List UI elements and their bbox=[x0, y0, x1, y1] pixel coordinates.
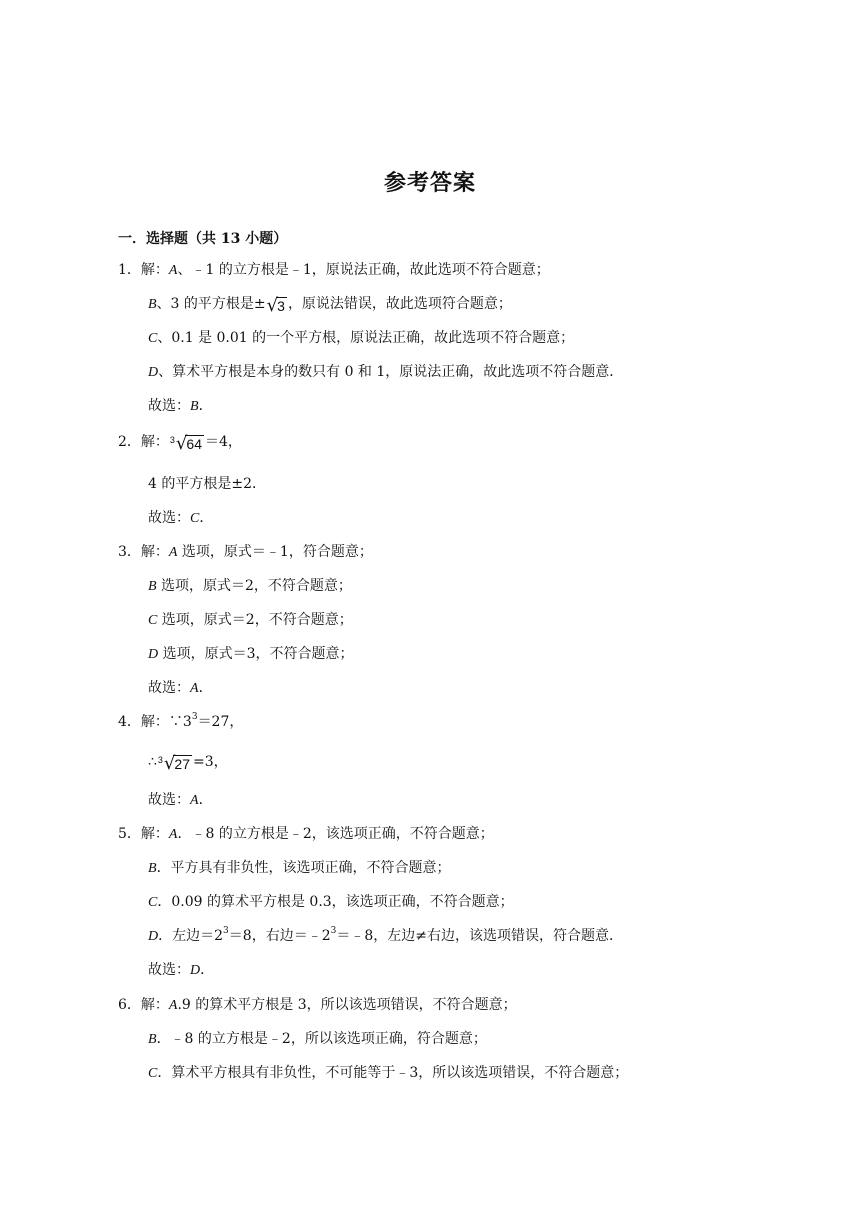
answer-var: D bbox=[190, 963, 201, 978]
q6-head: 6．解： bbox=[118, 997, 169, 1013]
q5-a-var: A bbox=[168, 827, 178, 842]
q1-head: 1．解： bbox=[118, 262, 169, 278]
q3-c-text: 选项，原式＝2，不符合题意； bbox=[157, 612, 353, 628]
q6-line-c bbox=[148, 1063, 628, 1084]
answer-var: C bbox=[190, 511, 200, 526]
answer-suffix: ． bbox=[199, 510, 214, 526]
cube-root-64-expression bbox=[170, 435, 204, 455]
q5-b-text: ．平方具有非负性，该选项正确，不符合题意； bbox=[156, 860, 451, 876]
q3-c-var: C bbox=[148, 613, 158, 628]
q5-d-var: D bbox=[148, 929, 159, 944]
q3-head: 3．解： bbox=[118, 544, 169, 560]
q1-b-radicand: 3 bbox=[277, 298, 285, 314]
q4-root-post: =3， bbox=[192, 754, 228, 770]
q2-line-1 bbox=[118, 432, 242, 455]
q1-c-var: C bbox=[148, 331, 158, 346]
answer-prefix: 故选： bbox=[148, 680, 190, 696]
therefore-symbol: ∴ bbox=[148, 754, 157, 770]
q1-d-text: 、算术平方根是本身的数只有 0 和 1，原说法正确，故此选项不符合题意． bbox=[158, 364, 624, 380]
q6-a-var: A bbox=[168, 998, 178, 1013]
q3-b-text: 选项，原式＝2，不符合题意； bbox=[156, 578, 352, 594]
q6-line-b bbox=[148, 1029, 487, 1050]
q5-line-c bbox=[148, 892, 514, 913]
q5-d-t3: ＝﹣8，左边≠右边，该选项错误，符合题意． bbox=[336, 928, 623, 944]
q2-eq-post: ＝4， bbox=[204, 434, 242, 450]
q5-answer bbox=[148, 960, 214, 981]
q2-head: 2．解： bbox=[118, 434, 169, 450]
q5-line-b bbox=[148, 858, 451, 879]
q4-radicand: 27 bbox=[174, 756, 190, 772]
answer-prefix: 故选： bbox=[148, 792, 190, 808]
root-index: 3 bbox=[157, 755, 163, 765]
q3-line-c bbox=[148, 610, 353, 631]
answer-prefix: 故选： bbox=[148, 510, 190, 526]
root-index: 3 bbox=[169, 435, 175, 445]
answer-suffix: ． bbox=[200, 962, 215, 978]
q2-radicand: 64 bbox=[186, 436, 202, 452]
answer-var: A bbox=[190, 681, 199, 696]
q5-b-var: B bbox=[148, 861, 157, 876]
q3-a-var: A bbox=[168, 545, 178, 560]
q1-line-d bbox=[148, 362, 623, 383]
section-title: 一．选择题（共 13 小题） bbox=[118, 231, 288, 247]
q6-b-var: B bbox=[148, 1032, 157, 1047]
q1-line-b bbox=[148, 294, 512, 317]
answer-suffix: ． bbox=[198, 680, 213, 696]
q5-d-t1: ．左边＝2 bbox=[158, 928, 224, 944]
q1-d-var: D bbox=[148, 365, 159, 380]
answer-var: B bbox=[190, 399, 199, 414]
sqrt-3-expression bbox=[267, 297, 287, 317]
q4-eq: ＝27， bbox=[197, 714, 244, 730]
q3-line-d bbox=[148, 644, 353, 665]
q1-b-post: ，原说法错误，故此选项符合题意； bbox=[287, 296, 512, 312]
q3-answer bbox=[148, 678, 213, 699]
q1-line-c bbox=[148, 328, 574, 349]
q1-b-pre: 、3 的平方根是± bbox=[156, 296, 266, 312]
q1-answer bbox=[148, 396, 213, 417]
q4-exponent: 3 bbox=[191, 712, 198, 723]
q5-line-a bbox=[118, 824, 494, 845]
q6-c-var: C bbox=[148, 1066, 158, 1081]
radical-sign-icon: √ bbox=[163, 753, 176, 774]
cube-root-27-expression bbox=[158, 755, 192, 775]
answer-prefix: 故选： bbox=[148, 962, 190, 978]
q3-d-var: D bbox=[148, 647, 159, 662]
answer-suffix: ． bbox=[198, 792, 213, 808]
page-title: 参考答案 bbox=[383, 170, 476, 196]
q6-a-text: .9 的算术平方根是 3，所以该选项错误，不符合题意； bbox=[177, 997, 517, 1013]
q5-c-var: C bbox=[148, 895, 158, 910]
answer-prefix: 故选： bbox=[148, 398, 190, 414]
q5-d-exp1: 3 bbox=[223, 926, 229, 937]
radical-sign-icon: √ bbox=[266, 295, 279, 316]
q3-line-a bbox=[118, 542, 373, 563]
q5-c-text: ．0.09 的算术平方根是 0.3，该选项正确，不符合题意； bbox=[157, 894, 514, 910]
answer-var: A bbox=[190, 793, 199, 808]
q5-line-d bbox=[148, 926, 623, 947]
q1-c-text: 、0.1 是 0.01 的一个平方根，原说法正确，故此选项不符合题意； bbox=[157, 330, 575, 346]
q1-line-a bbox=[118, 260, 550, 281]
q3-d-text: 选项，原式＝3，不符合题意； bbox=[158, 646, 354, 662]
q5-head: 5．解： bbox=[118, 826, 169, 842]
q4-line-2 bbox=[148, 752, 228, 775]
q5-d-t2: ＝8，右边＝﹣2 bbox=[228, 928, 331, 944]
q3-line-b bbox=[148, 576, 352, 597]
q5-d-exp2: 3 bbox=[330, 926, 337, 937]
q1-a-var: A bbox=[168, 263, 178, 278]
q2-line-2: 4 的平方根是±2． bbox=[148, 476, 266, 492]
q6-line-a bbox=[118, 995, 517, 1016]
q4-answer bbox=[148, 790, 213, 811]
q3-b-var: B bbox=[148, 579, 157, 594]
q6-c-text: ．算术平方根具有非负性，不可能等于﹣3，所以该选项错误，不符合题意； bbox=[157, 1065, 629, 1081]
q4-head: 4．解：∵3 bbox=[118, 714, 192, 730]
q2-answer bbox=[148, 508, 213, 529]
radical-sign-icon: √ bbox=[175, 433, 188, 454]
answer-suffix: ． bbox=[198, 398, 213, 414]
q1-a-text: 、﹣1 的立方根是﹣1，原说法正确，故此选项不符合题意； bbox=[177, 262, 550, 278]
q6-b-text: ．﹣8 的立方根是﹣2，所以该选项正确，符合题意； bbox=[156, 1031, 487, 1047]
q4-line-1 bbox=[118, 712, 243, 732]
q5-a-text: ．﹣8 的立方根是﹣2，该选项正确，不符合题意； bbox=[177, 826, 494, 842]
q1-b-var: B bbox=[148, 297, 157, 312]
q3-a-text: 选项，原式＝﹣1，符合题意； bbox=[177, 544, 373, 560]
